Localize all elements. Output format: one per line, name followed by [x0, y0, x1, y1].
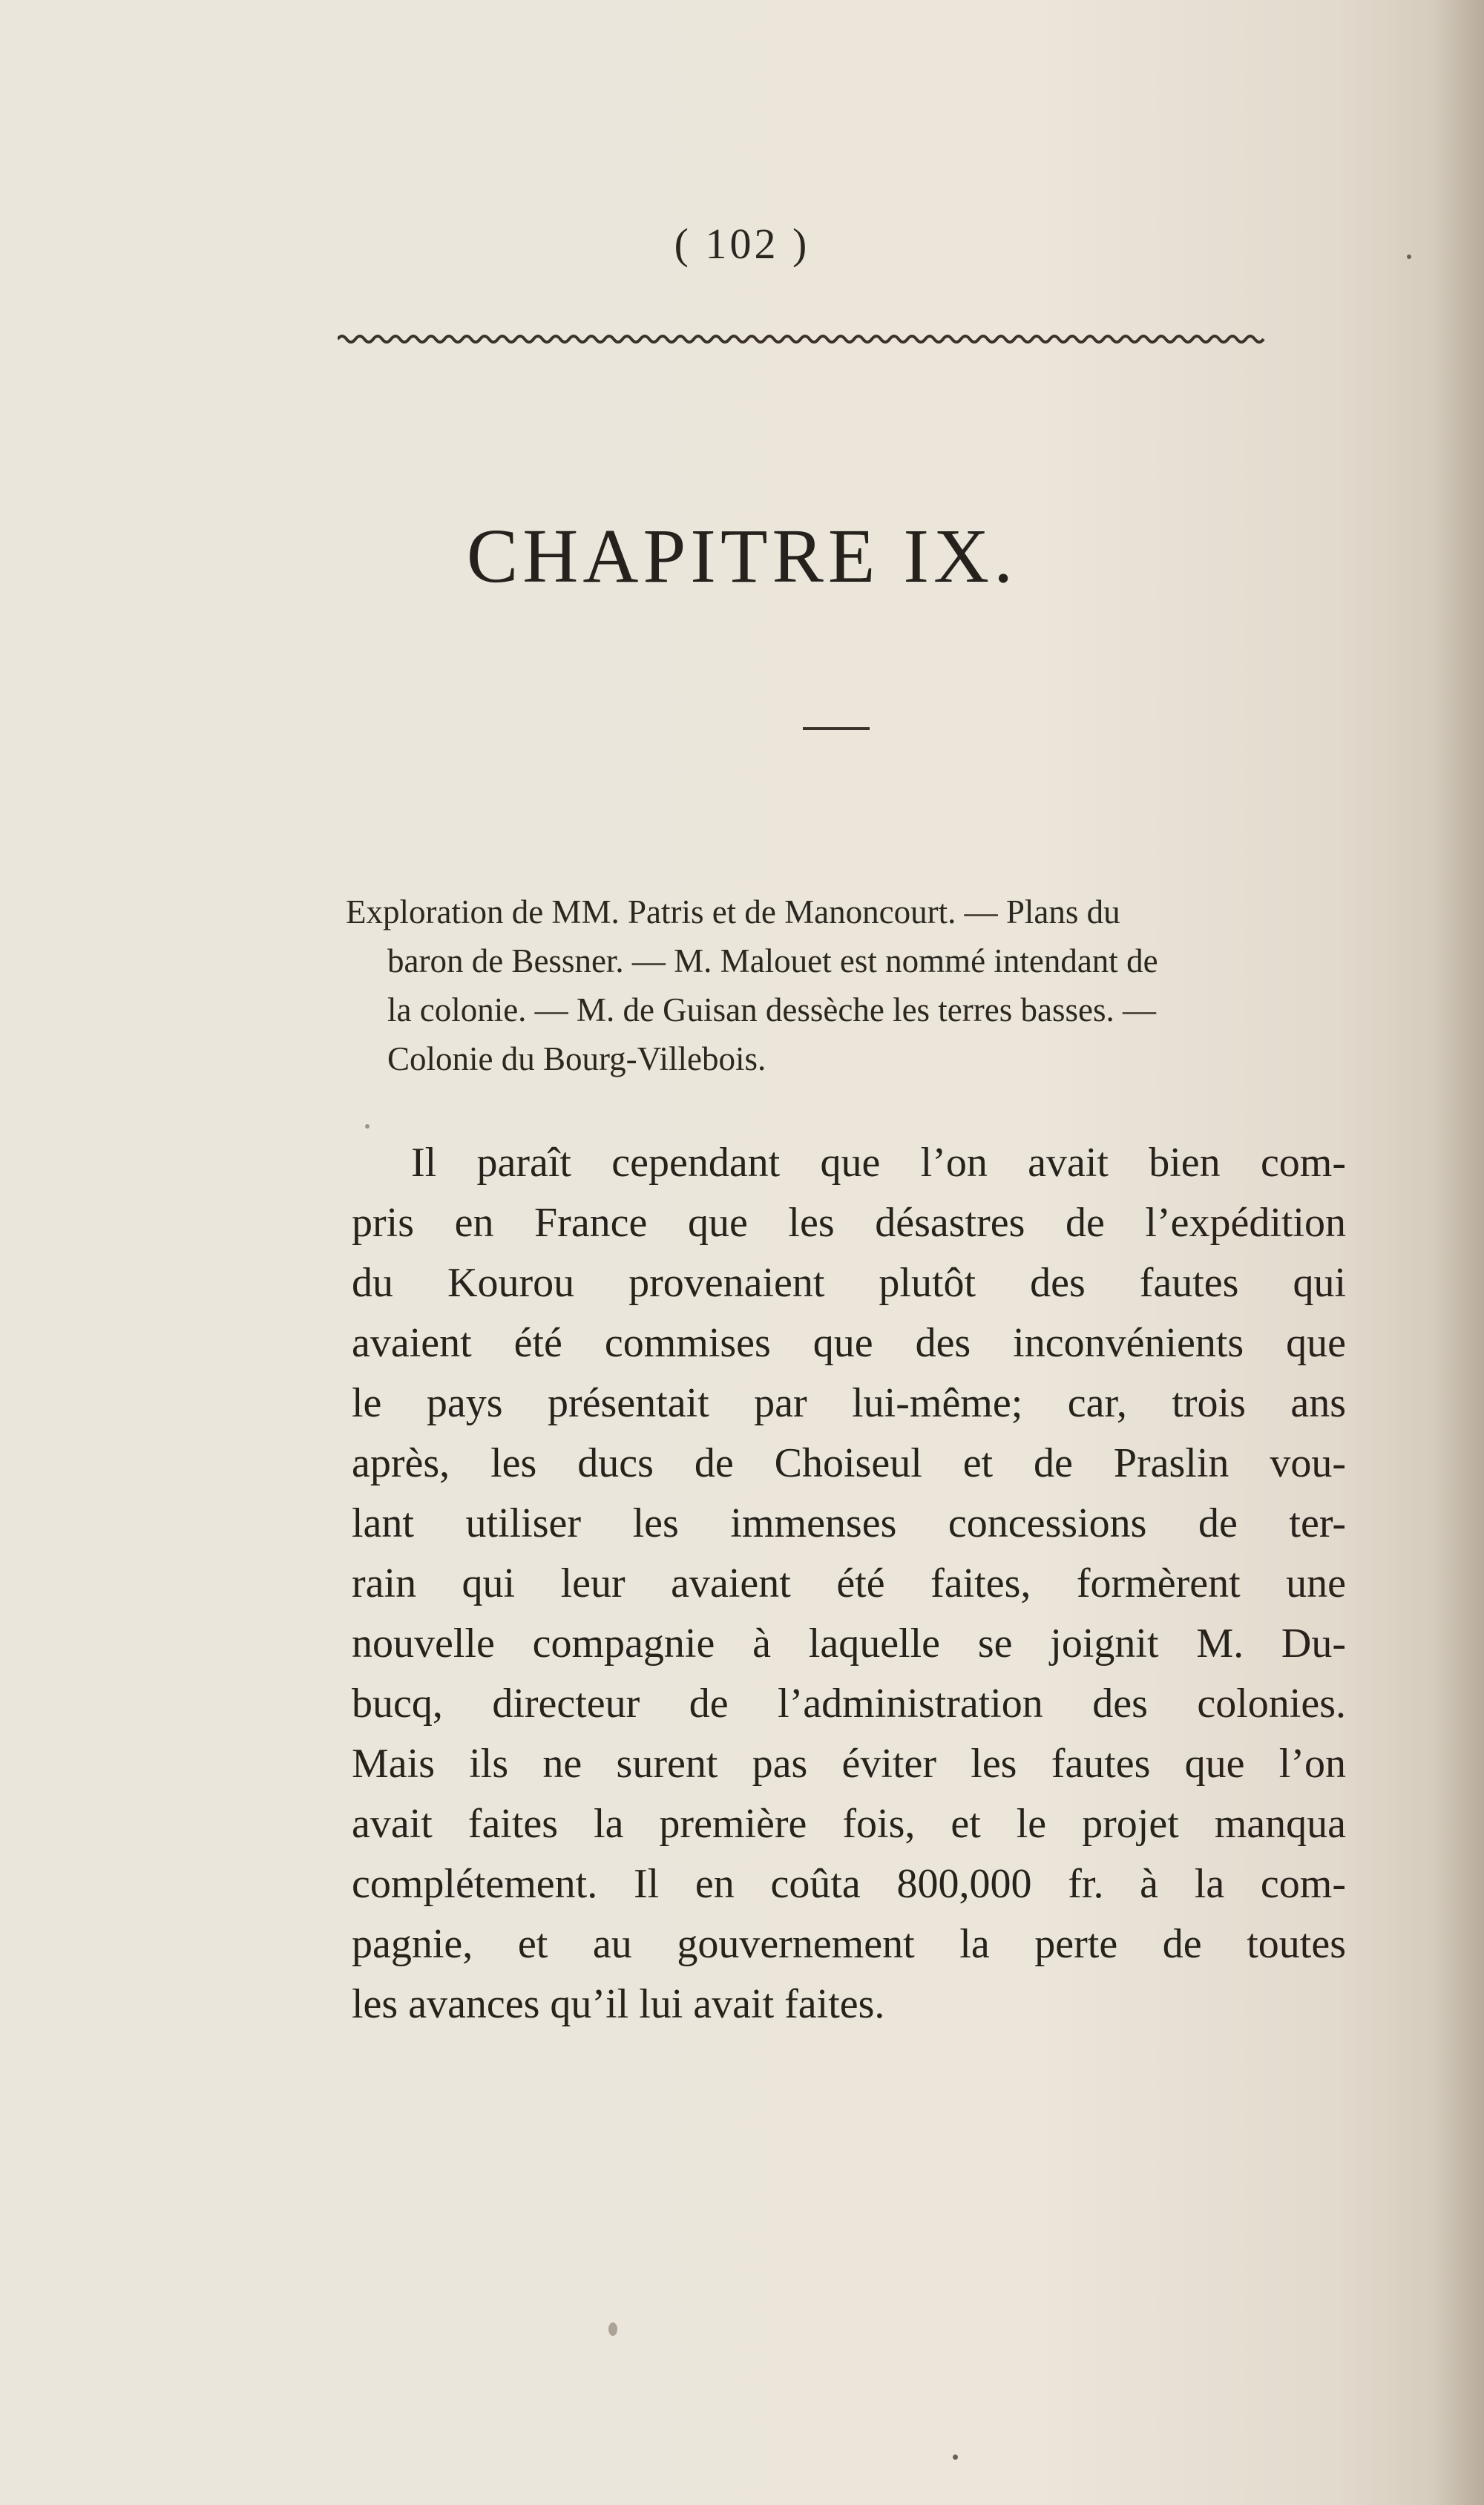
paper-speck [953, 2455, 958, 2460]
body-line: nouvelle compagnie à laquelle se joignit M. Du- [352, 1621, 1346, 1667]
body-line: Mais ils ne surent pas éviter les fautes que l’on [352, 1741, 1346, 1787]
body-line: avait faites la première fois, et le projet manqua [352, 1801, 1346, 1847]
ornamental-wavy-rule [338, 331, 1328, 347]
body-line: bucq, directeur de l’administration des colonies. [352, 1681, 1346, 1727]
summary-line: Colonie du Bourg-Villebois. [387, 1040, 766, 1077]
body-paragraph [352, 1133, 1346, 2035]
short-divider-rule [803, 727, 870, 730]
body-line: complétement. Il en coûta 800,000 fr. à la com- [352, 1861, 1346, 1907]
body-line: après, les ducs de Choiseul et de Praslin vou- [352, 1440, 1346, 1486]
body-line: les avances qu’il lui avait faites. [352, 1981, 885, 2027]
body-line: le pays présentait par lui-même; car, trois ans [352, 1380, 1346, 1426]
summary-line: Exploration de MM. Patris et de Manoncourt. — Plans du [346, 893, 1120, 930]
paper-speck [1407, 255, 1411, 259]
body-line: pris en France que les désastres de l’expédition [352, 1200, 1346, 1246]
body-line: du Kourou provenaient plutôt des fautes qui [352, 1260, 1346, 1306]
body-line: rain qui leur avaient été faites, formèrent une [352, 1560, 1346, 1606]
summary-line: la colonie. — M. de Guisan dessèche les terres basses. — [387, 991, 1156, 1028]
paper-speck [365, 1124, 370, 1129]
summary-line: baron de Bessner. — M. Malouet est nommé intendant de [387, 942, 1158, 979]
body-line: lant utiliser les immenses concessions de ter- [352, 1500, 1346, 1546]
page-number: ( 102 ) [674, 220, 810, 268]
body-line: avaient été commises que des inconvénients que [352, 1320, 1346, 1366]
body-line: Il paraît cependant que l’on avait bien com- [411, 1140, 1346, 1186]
page-edge-shadow [1432, 0, 1484, 2505]
chapter-summary [346, 887, 1340, 1083]
chapter-title: CHAPITRE IX. [466, 513, 1018, 599]
body-line: pagnie, et au gouvernement la perte de toutes [352, 1921, 1346, 1967]
paper-speck [608, 2322, 617, 2336]
